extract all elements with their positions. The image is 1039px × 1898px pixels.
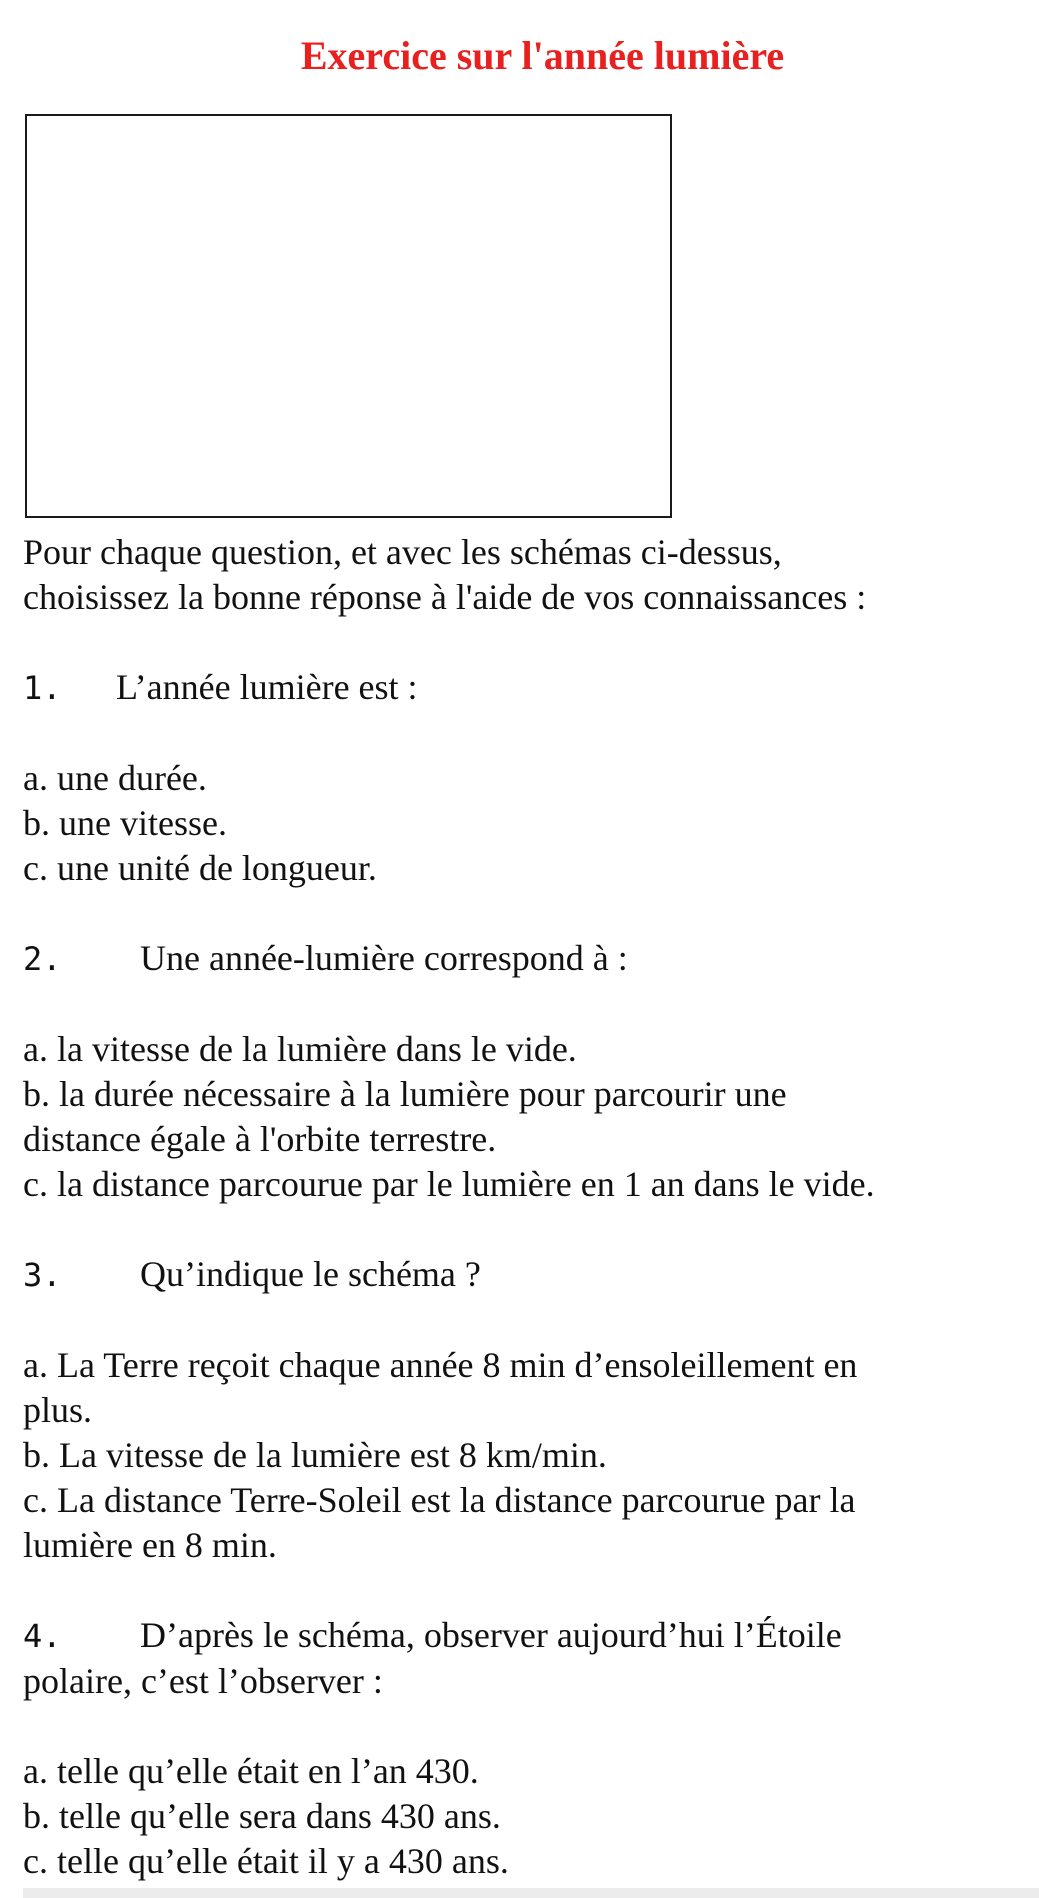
- question-4: [23, 1613, 1035, 1659]
- question-1: [23, 665, 1035, 711]
- answer-option: a. une durée.: [23, 758, 207, 798]
- question-text: Qu’indique le schéma ?: [140, 1254, 481, 1294]
- answer-option: c. une unité de longueur.: [23, 848, 377, 888]
- answer-option-continued: distance égale à l'orbite terrestre.: [23, 1119, 497, 1159]
- exercise-body: [23, 530, 1035, 1884]
- answer-option: a. La Terre reçoit chaque année 8 min d’ensoleillement en: [23, 1345, 858, 1385]
- answer-option-continued: lumière en 8 min.: [23, 1525, 277, 1565]
- answer-option: a. la vitesse de la lumière dans le vide.: [23, 1029, 577, 1069]
- intro-line: choisissez la bonne réponse à l'aide de vos connaissances :: [23, 577, 867, 617]
- answer-option: b. la durée nécessaire à la lumière pour parcourir une: [23, 1074, 787, 1114]
- question-3: [23, 1252, 1035, 1298]
- question-2: [23, 936, 1035, 982]
- answer-option: a. telle qu’elle était en l’an 430.: [23, 1751, 479, 1791]
- answer-option-continued: plus.: [23, 1390, 93, 1430]
- page-bottom-edge: [23, 1888, 1039, 1898]
- question-text: L’année lumière est :: [116, 667, 418, 707]
- question-text: Une année-lumière correspond à :: [140, 938, 628, 978]
- answer-option: b. La vitesse de la lumière est 8 km/min.: [23, 1435, 607, 1475]
- question-text-continued: polaire, c’est l’observer :: [23, 1661, 383, 1701]
- page-title: Exercice sur l'année lumière: [300, 33, 785, 78]
- answer-option: c. la distance parcourue par le lumière en 1 an dans le vide.: [23, 1164, 875, 1204]
- question-number: 2.: [23, 940, 62, 978]
- answer-option: b. une vitesse.: [23, 803, 227, 843]
- schema-image-placeholder: [25, 114, 672, 518]
- answer-option: c. La distance Terre-Soleil est la distance parcourue par la: [23, 1480, 856, 1520]
- intro-line: Pour chaque question, et avec les schémas ci-dessus,: [23, 532, 782, 572]
- question-number: 1.: [23, 669, 62, 707]
- question-number: 4.: [23, 1617, 62, 1655]
- answer-option: b. telle qu’elle sera dans 430 ans.: [23, 1796, 501, 1836]
- answer-option: c. telle qu’elle était il y a 430 ans.: [23, 1841, 509, 1881]
- question-number: 3.: [23, 1256, 62, 1294]
- question-text: D’après le schéma, observer aujourd’hui l’Étoile: [140, 1615, 842, 1655]
